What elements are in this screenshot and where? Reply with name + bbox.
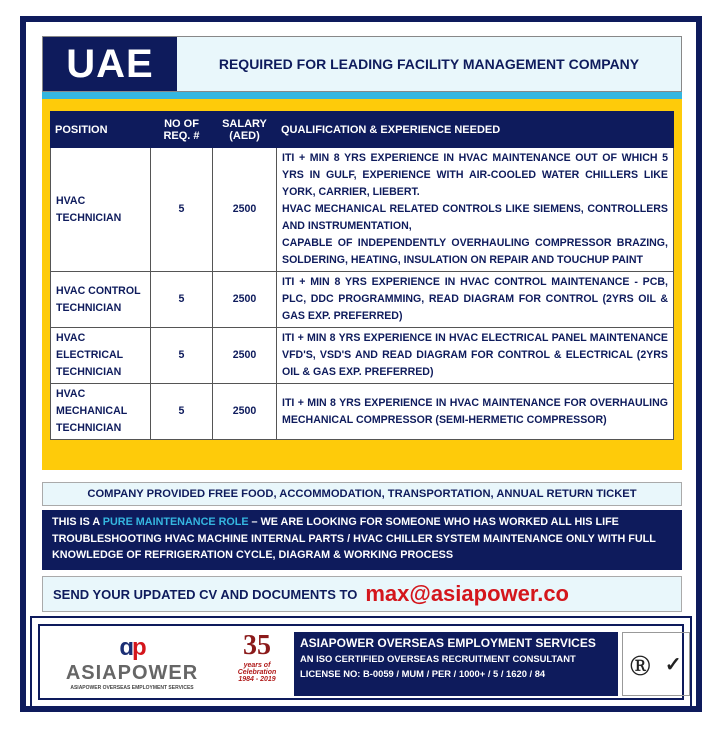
table-row (51, 148, 674, 272)
certification-logos (622, 632, 690, 696)
role-pre: THIS IS A (52, 516, 103, 528)
qualification-cell: ITI + MIN 8 YRS EXPERIENCE IN HVAC ELECTRICAL PANEL MAINTENANCE VFD'S, VSD'S AND READ DIAGRAM FOR CONTROL & ELECTRICAL (2YRS OIL & GAS EXP. PREFERRED) (277, 328, 674, 384)
count-cell: 5 (151, 384, 213, 440)
qualification-cell: ITI + MIN 8 YRS EXPERIENCE IN HVAC CONTROL MAINTENANCE - PCB, PLC, DDC PROGRAMMING, READ DIAGRAM FOR CONTROL (2YRS OIL & GAS EXP. PREFERRED) (277, 272, 674, 328)
poster-frame (20, 16, 702, 712)
qualification-line: ITI + MIN 8 YRS EXPERIENCE IN HVAC MAINTENANCE OUT OF WHICH 5 YRS IN GULF, EXPERIENCE WITH AIR-COOLED WATER CHILLERS LIKE YORK, CARRIER, LIEBERT. (282, 152, 668, 198)
logo-mark-icon: ɑp (119, 634, 145, 661)
benefits-text: COMPANY PROVIDED FREE FOOD, ACCOMMODATION, TRANSPORTATION, ANNUAL RETURN TICKET (42, 482, 682, 506)
badge-number: 35 (243, 630, 271, 661)
asiapower-logo (52, 634, 212, 691)
iso-cert-icon: Ⓡ (630, 655, 651, 678)
col-position: POSITION (51, 112, 151, 148)
send-label: SEND YOUR UPDATED CV AND DOCUMENTS TO (53, 586, 358, 602)
qualification-line: CAPABLE OF INDEPENDENTLY OVERHAULING COMPRESSOR BRAZING, SOLDERING, HEATING, INSULATION ON REPAIR AND TOUCHUP PAINT (282, 237, 668, 266)
country-label: UAE (43, 37, 177, 91)
license-number: LICENSE NO: B-0059 / MUM / PER / 1000+ / 5 / 1620 / 84 (300, 668, 546, 679)
role-description (42, 510, 682, 570)
col-salary: SALARY (AED) (213, 112, 277, 148)
table-row (51, 384, 674, 440)
logo-name: ASIAPOWER (65, 662, 199, 684)
send-cv (42, 576, 682, 612)
salary-cell: 2500 (213, 384, 277, 440)
badge-years: 1984 - 2019 (238, 676, 276, 683)
col-count: NO OF REQ. # (151, 112, 213, 148)
table-header-row (51, 112, 674, 148)
divider (42, 92, 682, 99)
qualification-cell (277, 148, 674, 272)
col-qualification: QUALIFICATION & EXPERIENCE NEEDED (277, 112, 674, 148)
salary-cell: 2500 (213, 328, 277, 384)
count-cell: 5 (151, 148, 213, 272)
table-panel (42, 99, 682, 470)
qualification-line: HVAC MECHANICAL RELATED CONTROLS LIKE SIEMENS, CONTROLLERS AND INSTRUMENTATION, (282, 203, 668, 232)
table-row (51, 272, 674, 328)
ukas-check-icon: ✓ (664, 653, 682, 676)
footer (30, 616, 692, 708)
email-link[interactable]: max@asiapower.co (365, 581, 569, 606)
salary-cell: 2500 (213, 148, 277, 272)
company-tagline: AN ISO CERTIFIED OVERSEAS RECRUITMENT CONSULTANT (300, 653, 576, 664)
positions-table (50, 111, 674, 440)
count-cell: 5 (151, 328, 213, 384)
qualification-cell: ITI + MIN 8 YRS EXPERIENCE IN HVAC MAINTENANCE FOR OVERHAULING MECHANICAL COMPRESSOR (SEMI-HERMETIC COMPRESSOR) (277, 384, 674, 440)
position-cell: HVAC MECHANICAL TECHNICIAN (51, 384, 151, 440)
company-name: ASIAPOWER OVERSEAS EMPLOYMENT SERVICES (300, 636, 596, 650)
position-cell: HVAC ELECTRICAL TECHNICIAN (51, 328, 151, 384)
salary-cell: 2500 (213, 272, 277, 328)
company-info (294, 632, 618, 696)
header (42, 36, 682, 92)
role-highlight: PURE MAINTENANCE ROLE (102, 516, 249, 528)
position-cell: HVAC TECHNICIAN (51, 148, 151, 272)
header-title: REQUIRED FOR LEADING FACILITY MANAGEMENT COMPANY (218, 56, 640, 72)
position-cell: HVAC CONTROL TECHNICIAN (51, 272, 151, 328)
badge-text: years of Celebration (237, 662, 277, 676)
logo-sub: ASIAPOWER OVERSEAS EMPLOYMENT SERVICES (70, 685, 194, 691)
table-row (51, 328, 674, 384)
count-cell: 5 (151, 272, 213, 328)
role-post: – WE ARE LOOKING FOR SOMEONE WHO HAS WORKED ALL HIS LIFE TROUBLESHOOTING HVAC MACHINE INTERNAL PARTS / HVAC CHILLER SYSTEM MAINTENANCE ONLY WITH FULL KNOWLEDGE OF REFRIGERATION CYCLE, DIAGRAM & WORKING PROCESS (52, 516, 656, 561)
anniversary-badge (228, 630, 286, 700)
